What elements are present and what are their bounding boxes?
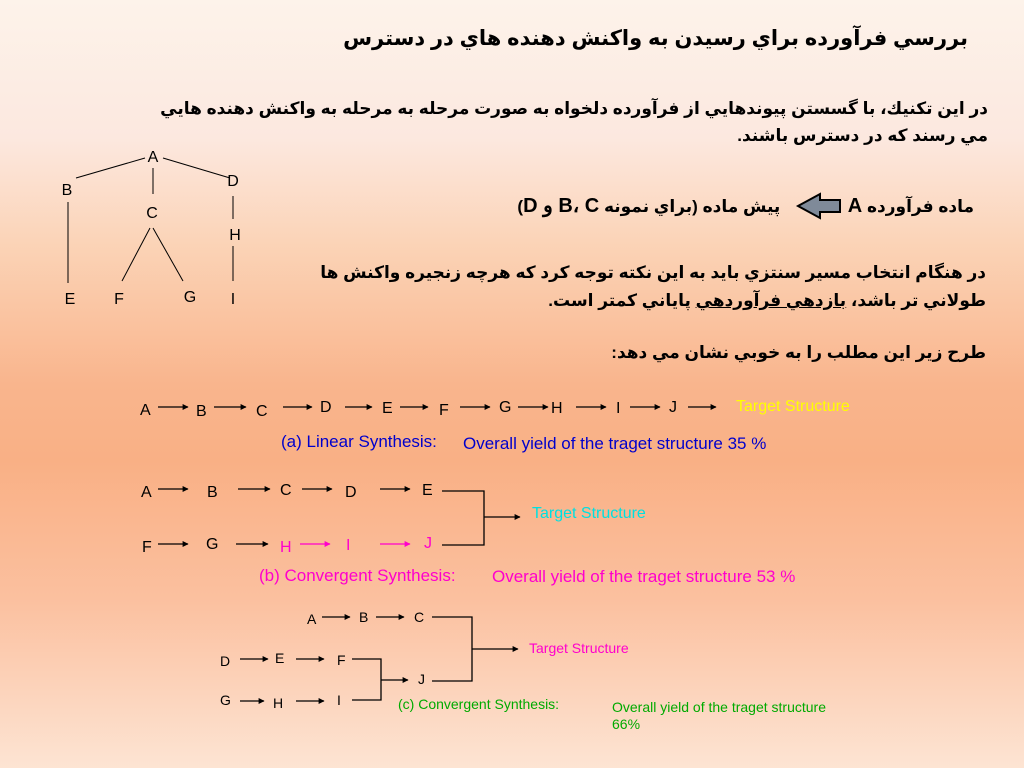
linear-target: Target Structure <box>736 398 850 415</box>
product-letter: A <box>847 195 863 217</box>
para3-part1: در هنگام انتخاب مسير سنتزي بايد به اين نكته توجه كرد كه هرچه زنجيره واكنش ها طولاني تر باشد، <box>320 263 986 310</box>
conv-c-node-H: H <box>273 695 284 711</box>
para3-underlined: بازدهي فرآوردهي <box>695 291 847 310</box>
linear-node-E: E <box>382 400 393 417</box>
convergent-c-yield-line1: Overall yield of the traget structure <box>612 699 826 715</box>
convergent-b-label: (b) Convergent Synthesis: <box>259 566 456 585</box>
conv-b-node-I: I <box>346 537 351 554</box>
linear-node-J: J <box>669 399 677 416</box>
tree-node-C: C <box>146 205 158 222</box>
conv-c-node-I: I <box>337 692 341 708</box>
para2-part1: ماده فرآورده <box>862 197 974 216</box>
convergent-c-label: (c) Convergent Synthesis: <box>398 696 560 712</box>
linear-node-D: D <box>320 399 332 416</box>
conv-c-node-D: D <box>220 653 231 669</box>
convergent-c-target: Target Structure <box>529 640 629 656</box>
linear-node-G: G <box>499 399 512 416</box>
linear-label: (a) Linear Synthesis: <box>281 432 437 451</box>
conv-c-node-J: J <box>418 671 425 687</box>
linear-node-F: F <box>439 402 449 419</box>
scheme-intro: طرح زير اين مطلب را به خوبي نشان مي دهد: <box>611 343 986 362</box>
convergent-b-yield: Overall yield of the traget structure 53 % <box>492 567 796 586</box>
intro-paragraph: در اين تكنيك، با گسستن پيوندهايي از فرآورده دلخواه به صورت مرحله به مرحله به واكنش دهنده هايي مي رسند كه در دسترس باشند. <box>160 99 988 145</box>
convergent-b-target: Target Structure <box>532 505 646 522</box>
conv-b-node-G: G <box>206 536 219 553</box>
linear-node-C: C <box>256 403 268 420</box>
conv-c-node-B: B <box>359 609 369 625</box>
linear-yield: Overall yield of the traget structure 35 % <box>463 434 767 453</box>
linear-node-A: A <box>140 402 151 419</box>
conv-c-node-E: E <box>275 650 285 666</box>
tree-node-E: E <box>64 291 76 308</box>
conv-b-node-E: E <box>422 482 433 499</box>
linear-node-B: B <box>196 403 207 420</box>
tree-node-A: A <box>147 149 159 166</box>
convergent-c-yield-line2: 66% <box>612 716 641 732</box>
conv-b-node-B: B <box>207 484 218 501</box>
para2-part2: پيش ماده (براي نمونه <box>599 197 781 216</box>
conv-b-node-D: D <box>345 484 357 501</box>
tree-node-D: D <box>227 173 239 190</box>
conv-b-node-C: C <box>280 482 292 499</box>
conv-c-node-F: F <box>337 652 346 668</box>
linear-node-I: I <box>616 400 621 417</box>
para3-part2: پاياني كمتر است. <box>548 291 696 310</box>
conv-c-node-G: G <box>220 692 231 708</box>
left-block-arrow <box>798 194 840 218</box>
tree-node-I: I <box>230 291 236 308</box>
tree-node-B: B <box>61 182 73 199</box>
para2-part3: ) <box>517 197 524 216</box>
conv-c-node-A: A <box>307 611 317 627</box>
example-letters: B، C و D <box>523 195 600 217</box>
tree-node-G: G <box>183 289 197 306</box>
tree-node-H: H <box>229 227 241 244</box>
conv-b-node-F: F <box>142 539 152 556</box>
tree-node-F: F <box>114 291 124 308</box>
conv-c-node-C: C <box>414 609 425 625</box>
slide-title: بررسي فرآورده براي رسيدن به واكنش دهنده هاي در دسترس <box>343 27 968 50</box>
linear-node-H: H <box>551 400 563 417</box>
conv-b-node-J: J <box>424 535 432 552</box>
conv-b-node-H: H <box>280 539 292 556</box>
conv-b-node-A: A <box>141 484 152 501</box>
